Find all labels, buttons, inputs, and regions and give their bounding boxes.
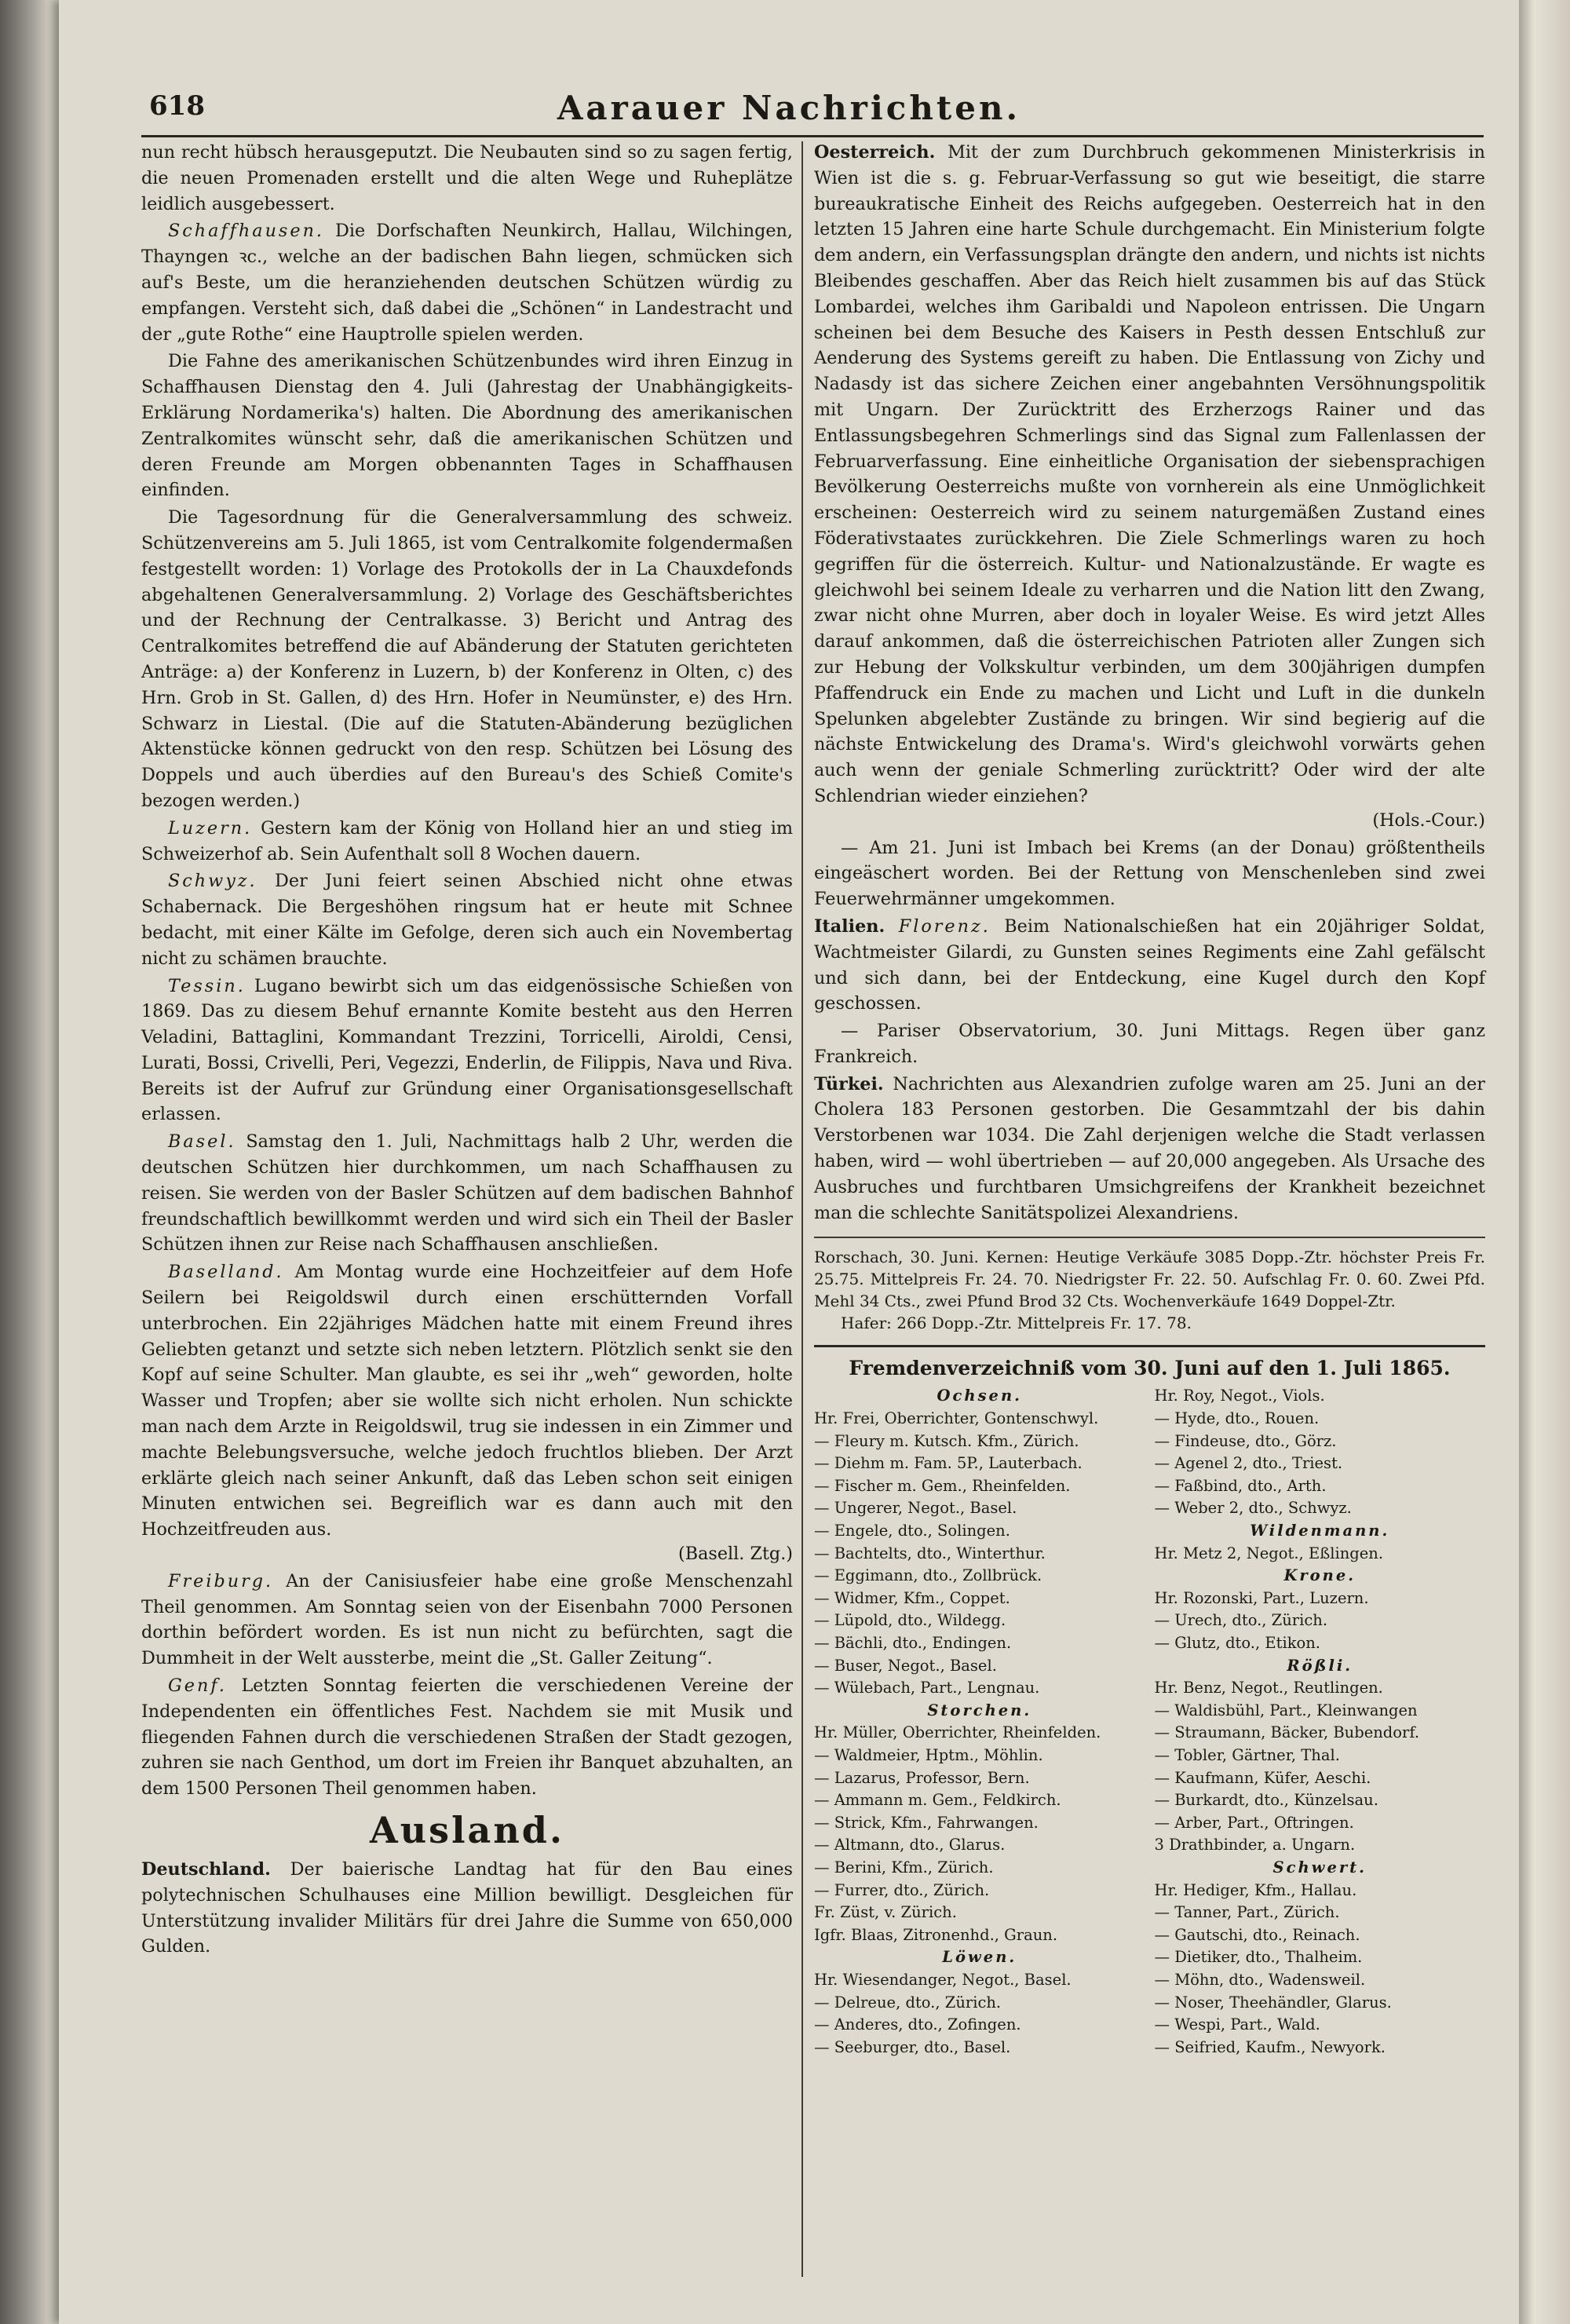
guest-entry: — Fleury m. Kutsch. Kfm., Zürich. xyxy=(814,1431,1079,1450)
article-schaffhausen-flag: Die Fahne des amerikanischen Schützenbundes wird ihren Einzug in Schaffhausen Dienstag den 4. Juli (Jahrestag der Unabhängigkeits-Erklärung Nordamerika's) halten. Die Abordnung des amerikanischen Zentralkomites wünscht sehr, daß die amerikanischen Schützen und deren Freunde am Morgen obbenannten Tages in Schaffhausen einfinden. xyxy=(141,351,793,501)
guest-entry: — Tanner, Part., Zürich. xyxy=(1154,1903,1340,1922)
guest-entry: — Bächli, dto., Endingen. xyxy=(814,1634,1012,1652)
guest-entry: Hr. Rozonski, Part., Luzern. xyxy=(1154,1588,1369,1607)
guest-entry: — Berini, Kfm., Zürich. xyxy=(814,1858,994,1876)
article-basel xyxy=(141,1129,793,1258)
article-luzern xyxy=(141,816,793,868)
article-schaffhausen xyxy=(141,218,793,347)
article-schaffhausen-agenda: Die Tagesordnung für die Generalversammlung des schweiz. Schützenvereins am 5. Juli 1865, ist vom Centralkomite folgendermaßen festgestellt worden: 1) Vorlage des Protokolls der in La Chauxdefonds abgehaltenen Generalversammlung. 2) Vorlage des Geschäftsberichtes und der Rechnung der Centralkasse. 3) Bericht und Antrag des Centralkomites betreffend die auf Abänderung der Statuten gerichteten Anträge: a) der Konferenz in Luzern, b) der Konferenz in Olten, c) des Hrn. Grob in St. Gallen, d) des Hrn. Hofer in Neumünster, e) des Hrn. Schwarz in Liestal. (Die auf die Statuten-Abänderung bezüglichen Aktenstücke können gedruckt von den resp. Schützen bei Lösung des Doppels und auch überdies auf den Bureau's des Schieß Comite's bezogen werden.) xyxy=(141,507,793,811)
guest-list-column-left xyxy=(814,1385,1145,2059)
guest-entry: Igfr. Blaas, Zitronenhd., Graun. xyxy=(814,1925,1058,1944)
right-column xyxy=(814,140,1485,2059)
guest-entry: — Möhn, dto., Wadensweil. xyxy=(1154,1970,1366,1989)
article-krems: — Am 21. Juni ist Imbach bei Krems (an der Donau) größtentheils eingeäschert worden. Bei der Rettung von Menschenleben sind zwei Feuerwehrmänner umgekommen. xyxy=(814,837,1485,910)
guest-entry: — Findeuse, dto., Görz. xyxy=(1154,1431,1337,1450)
place-keyword: Genf. xyxy=(168,1675,227,1697)
place-keyword: Tessin. xyxy=(168,975,246,996)
guest-entry: — Ungerer, Negot., Basel. xyxy=(814,1499,1017,1518)
place-keyword: Schaffhausen. xyxy=(168,221,325,242)
guest-entry: — Engele, dto., Solingen. xyxy=(814,1522,1010,1540)
guest-entry: Hr. Metz 2, Negot., Eßlingen. xyxy=(1154,1544,1384,1562)
guest-entry: — Lüpold, dto., Wildegg. xyxy=(814,1611,1006,1630)
article-intro: nun recht hübsch herausgeputzt. Die Neubauten sind so zu sagen fertig, die neuen Promenaden erstellt und die alten Wege und Ruheplätze leidlich ausgebessert. xyxy=(141,142,793,214)
country-keyword: Oesterreich. xyxy=(814,142,936,163)
guest-entry: — Arber, Part., Oftringen. xyxy=(1154,1813,1354,1832)
guest-entry: — Straumann, Bäcker, Bubendorf. xyxy=(1154,1723,1420,1742)
guest-entry: Hr. Wiesendanger, Negot., Basel. xyxy=(814,1970,1072,1989)
place-keyword: Schwyz. xyxy=(168,871,257,892)
place-keyword: Florenz. xyxy=(898,915,991,937)
guest-entry: — Fischer m. Gem., Rheinfelden. xyxy=(814,1476,1071,1495)
guest-entry: — Diehm m. Fam. 5P., Lauterbach. xyxy=(814,1454,1083,1473)
country-keyword: Türkei. xyxy=(814,1073,884,1094)
article-oesterreich xyxy=(814,140,1485,834)
market-report xyxy=(814,1237,1485,1334)
guest-entry: Hr. Hediger, Kfm., Hallau. xyxy=(1154,1880,1357,1899)
hotel-name: Krone. xyxy=(1283,1566,1356,1585)
guest-entry: Hr. Müller, Oberrichter, Rheinfelden. xyxy=(814,1723,1101,1742)
guest-entry: — Noser, Theehändler, Glarus. xyxy=(1154,1993,1392,2012)
guest-entry: — Seifried, Kaufm., Newyork. xyxy=(1154,2037,1386,2056)
section-heading-ausland: Ausland. xyxy=(370,1809,564,1851)
article-freiburg xyxy=(141,1569,793,1672)
guest-entry: — Anderes, dto., Zofingen. xyxy=(814,2015,1021,2034)
left-column xyxy=(141,140,793,1961)
guest-entry: — Furrer, dto., Zürich. xyxy=(814,1880,990,1899)
guest-entry: — Waldmeier, Hptm., Möhlin. xyxy=(814,1745,1043,1764)
guest-list-column-right xyxy=(1155,1385,1486,2059)
guest-entry: — Bachtelts, dto., Winterthur. xyxy=(814,1544,1046,1562)
article-paris-weather: — Pariser Observatorium, 30. Juni Mittags. Regen über ganz Frankreich. xyxy=(814,1021,1485,1067)
guest-entry: — Kaufmann, Küfer, Aeschi. xyxy=(1154,1768,1371,1787)
guest-list xyxy=(814,1385,1485,2059)
place-keyword: Basel. xyxy=(168,1131,236,1153)
guest-entry: — Eggimann, dto., Zollbrück. xyxy=(814,1566,1042,1585)
guest-entry: — Urech, dto., Zürich. xyxy=(1154,1611,1328,1630)
guest-entry: — Buser, Negot., Basel. xyxy=(814,1656,997,1675)
guest-entry: — Faßbind, dto., Arth. xyxy=(1154,1476,1327,1495)
guest-entry: — Ammann m. Gem., Feldkirch. xyxy=(814,1791,1061,1810)
guest-entry: — Delreue, dto., Zürich. xyxy=(814,1993,1002,2012)
header-rule xyxy=(141,135,1484,137)
article-text: Lugano bewirbt sich um das eidgenössische Schießen von 1869. Das zu diesem Behuf ernannte Komite besteht aus den Herren Veladini, Battaglini, Kommandant Trezzini, Torricelli, Airoldi, Censi, Lurati, Bossi, Crivelli, Peri, Vegezzi, Enderlin, de Filippis, Nava und Riva. Bereits ist der Aufruf zur Gründung einer Organisationsgesellschaft erlassen. xyxy=(141,975,793,1125)
guest-entry: — Burkardt, dto., Künzelsau. xyxy=(1154,1791,1378,1810)
article-italien xyxy=(814,914,1485,1017)
guest-entry: — Dietiker, dto., Thalheim. xyxy=(1154,1948,1363,1967)
guest-entry: — Lazarus, Professor, Bern. xyxy=(814,1768,1030,1787)
source-citation: (Basell. Ztg.) xyxy=(678,1544,793,1565)
guest-entry: — Hyde, dto., Rouen. xyxy=(1154,1409,1320,1428)
hotel-name: Ochsen. xyxy=(937,1387,1022,1405)
hotel-name: Storchen. xyxy=(927,1701,1032,1719)
guest-entry: — Wülebach, Part., Lengnau. xyxy=(814,1679,1040,1697)
guest-entry: Hr. Benz, Negot., Reutlingen. xyxy=(1154,1679,1383,1697)
article-text: Nachrichten aus Alexandrien zufolge waren am 25. Juni an der Cholera 183 Personen gestorben. Die Gesammtzahl der bis dahin Verstorbenen war 1034. Die Zahl derjenigen welche die Stadt verlassen haben, wird — wohl übertrieben — auf 20,000 angegeben. Als Ursache des Ausbruches und furchtbaren Umsichgreifens der Krankheit bezeichnet man die schlechte Sanitätspolizei Alexandriens. xyxy=(814,1073,1485,1223)
article-text: Am Montag wurde eine Hochzeitfeier auf dem Hofe Seilern bei Reigoldswil durch einen erschütternden Vorfall unterbrochen. Ein 22jähriges Mädchen hatte mit einem Freund ihres Geliebten getanzt und setzte sich neben letztern. Plötzlich senkt sie den Kopf auf seine Schulter. Man glaubte, es sei ihr „weh“ geworden, holte Wasser und Tropfen; aber sie wollte sich nicht erholen. Nun schickte man nach dem Arzte in Reigoldswil, trug sie indessen in ein Zimmer und machte Belebungsversuche, welche jedoch fruchtlos blieben. Der Arzt erklärte gleich nach seiner Ankunft, daß das Leben schon seit einigen Minuten entwichen sei. Begreiflich war es dann auch mit den Hochzeitfreuden aus. xyxy=(141,1262,794,1540)
guest-entry: — Seeburger, dto., Basel. xyxy=(814,2037,1011,2056)
guest-entry: — Strick, Kfm., Fahrwangen. xyxy=(814,1813,1039,1832)
market-report-text: Rorschach, 30. Juni. Kernen: Heutige Verkäufe 3085 Dopp.-Ztr. höchster Preis Fr. 25.75. Mittelpreis Fr. 24. 70. Niedrigster Fr. 22. 50. Aufschlag Fr. 0. 60. Zwei Pfd. Mehl 34 Cts., zwei Pfund Brod 32 Cts. Wochenverkäufe 1649 Doppel-Ztr. xyxy=(814,1248,1485,1311)
country-keyword: Italien. xyxy=(814,915,885,937)
article-text: Der Juni feiert seinen Abschied nicht ohne etwas Schabernack. Die Bergeshöhen ringsum hat er heute mit Schnee bedacht, mit einer Kälte im Gefolge, deren sich auch ein Novembertag nicht zu schämen brauchte. xyxy=(141,871,793,969)
page-header xyxy=(86,90,1492,137)
article-text: Beim Nationalschießen hat ein 20jähriger Soldat, Wachtmeister Gilardi, zu Gunsten seines Regiments eine Zahl gefälscht und sich dann, bei der Entdeckung, eine Kugel durch den Kopf geschossen. xyxy=(814,915,1486,1014)
article-text: An der Canisiusfeier habe eine große Menschenzahl Theil genommen. Am Sonntag seien von der Eisenbahn 7000 Personen dorthin befördert worden. Es ist nun nicht zu befürchten, sagt die Dummheit in der Welt aussterbe, meint die „St. Galler Zeitung“. xyxy=(141,1570,793,1669)
guest-entry: — Glutz, dto., Etikon. xyxy=(1154,1634,1321,1652)
place-keyword: Luzern. xyxy=(168,817,253,839)
market-report-hafer: Hafer: 266 Dopp.-Ztr. Mittelpreis Fr. 17. 78. xyxy=(841,1314,1192,1333)
article-tuerkei xyxy=(814,1072,1485,1226)
article-tessin xyxy=(141,974,793,1128)
article-genf xyxy=(141,1673,793,1802)
column-divider xyxy=(801,141,803,2277)
place-keyword: Freiburg. xyxy=(168,1570,274,1591)
article-schwyz xyxy=(141,868,793,971)
guest-entry: — Widmer, Kfm., Coppet. xyxy=(814,1588,1010,1607)
guest-entry: — Waldisbühl, Part., Kleinwangen xyxy=(1154,1701,1418,1719)
hotel-name: Löwen. xyxy=(942,1948,1017,1967)
guest-entry: Fr. Züst, v. Zürich. xyxy=(814,1903,957,1922)
country-keyword: Deutschland. xyxy=(141,1859,271,1880)
hotel-name: Schwert. xyxy=(1272,1858,1367,1876)
hotel-name: Wildenmann. xyxy=(1250,1522,1390,1540)
guest-entry: 3 Drathbinder, a. Ungarn. xyxy=(1154,1836,1356,1854)
article-text: Der baierische Landtag hat für den Bau eines polytechnischen Schulhauses eine Million bewilligt. Desgleichen für Unterstützung invalider Militärs für drei Jahre die Summe von 650,000 Gulden. xyxy=(141,1859,793,1957)
place-keyword: Baselland. xyxy=(168,1262,284,1283)
guest-entry: — Agenel 2, dto., Triest. xyxy=(1154,1454,1343,1473)
guest-entry: — Wespi, Part., Wald. xyxy=(1154,2015,1320,2034)
article-baselland xyxy=(141,1259,793,1567)
article-text: Gestern kam der König von Holland hier an und stieg im Schweizerhof ab. Sein Aufenthalt soll 8 Wochen dauern. xyxy=(141,817,794,864)
guest-entry: — Altmann, dto., Glarus. xyxy=(814,1836,1006,1854)
newspaper-title: Aarauer Nachrichten. xyxy=(557,89,1021,127)
article-text: Samstag den 1. Juli, Nachmittags halb 2 Uhr, werden die deutschen Schützen hier durchkommen, um nach Schaffhausen zu reisen. Sie werden von der Basler Schützen auf dem badischen Bahnhof freundschaftlich bewillkommt werden und wird sich ein Theil der Basler Schützen ihnen zur Reise nach Schaffhausen anschließen. xyxy=(141,1131,793,1255)
guest-entry: — Weber 2, dto., Schwyz. xyxy=(1154,1499,1352,1518)
article-text: Letzten Sonntag feierten die verschiedenen Vereine der Independenten ein öffentliches Fest. Nachdem sie mit Musik und fliegenden Fahnen durch die verschiedenen Straßen der Stadt gezogen, zuhren sie nach Genthod, um dort im Freien ihr Banquet abzuhalten, an dem 1500 Personen Theil genommen haben. xyxy=(141,1675,793,1800)
next-page-edge xyxy=(1519,0,1570,2324)
guest-entry: Hr. Frei, Oberrichter, Gontenschwyl. xyxy=(814,1409,1099,1428)
article-text: Die Dorfschaften Neunkirch, Hallau, Wilchingen, Thayngen ꝛc., welche an der badischen Bahn liegen, schmücken sich auf's Beste, um die heranziehenden deutschen Schützen würdig zu empfangen. Versteht sich, daß dabei die „Schönen“ in Landestracht und der „gute Rothe“ eine Hauptrolle spielen werden. xyxy=(141,221,793,345)
guest-entry: Hr. Roy, Negot., Viols. xyxy=(1154,1387,1325,1405)
guest-entry: — Tobler, Gärtner, Thal. xyxy=(1154,1745,1340,1764)
hotel-name: Rößli. xyxy=(1287,1656,1353,1675)
page-number: 618 xyxy=(149,90,205,122)
article-deutschland xyxy=(141,1857,793,1960)
guest-entry: — Gautschi, dto., Reinach. xyxy=(1154,1925,1360,1944)
article-text: Mit der zum Durchbruch gekommenen Ministerkrisis in Wien ist die s. g. Februar-Verfassung so gut wie beseitigt, die starre bureaukratische Einheit des Reichs aufgegeben. Oesterreich hat in den letzten 15 Jahren eine harte Schule durchgemacht. Ein Ministerium folgte dem andern, ein Verfassungsplan drängte den andern, und nichts ist nichts Bleibendes geschaffen. Aber das Reich hielt zusammen bis auf das Stück Lombardei, welches ihm Garibaldi und Napoleon entrissen. Die Ungarn scheinen bei dem Besuche des Kaisers in Pesth dessen Entschluß zur Aenderung des Systems gereift zu haben. Die Entlassung von Zichy und Nadasdy ist das sichere Zeichen einer angebahnten Versöhnungspolitik mit Ungarn. Der Zurücktritt des Erzherzogs Rainer und das Entlassungsbegehren Schmerlings sind das Signal zum Fallenlassen der Februarverfassung. Eine einheitliche Organisation der siebensprachigen Bevölkerung Oesterreichs mußte von vornherein als eine Unmöglichkeit erscheinen: Oesterreich wird zu seinem naturgemäßen Zustand eines Föderativstaates zurückkehren. Die Ziele Schmerlings waren zu hoch gegriffen für die österreich. Kultur- und Nationalzustände. Er wagte es gleichwohl bei seinem Ideale zu verharren und die Nation litt den Zwang, zwar nicht ohne Murren, aber doch in loyaler Weise. Es wird jetzt Alles darauf ankommen, daß die österreichischen Patrioten aller Zungen sich zur Hebung der Volkskultur verbinden, um dem 300jährigen dumpfen Pfaffendruck ein Ende zu machen und Licht und Luft in die dunkeln Spelunken abgelebter Zustände zu bringen. Wir sind begierig auf die nächste Entwickelung des Drama's. Wird's gleichwohl vorwärts gehen auch wenn der geniale Schmerling zurücktritt? Oder wird der alte Schlendrian wieder einziehen? xyxy=(814,142,1485,806)
guest-list-title: Fremdenverzeichniß vom 30. Juni auf den 1. Juli 1865. xyxy=(814,1345,1485,1382)
source-citation: (Hols.-Cour.) xyxy=(1372,809,1485,831)
